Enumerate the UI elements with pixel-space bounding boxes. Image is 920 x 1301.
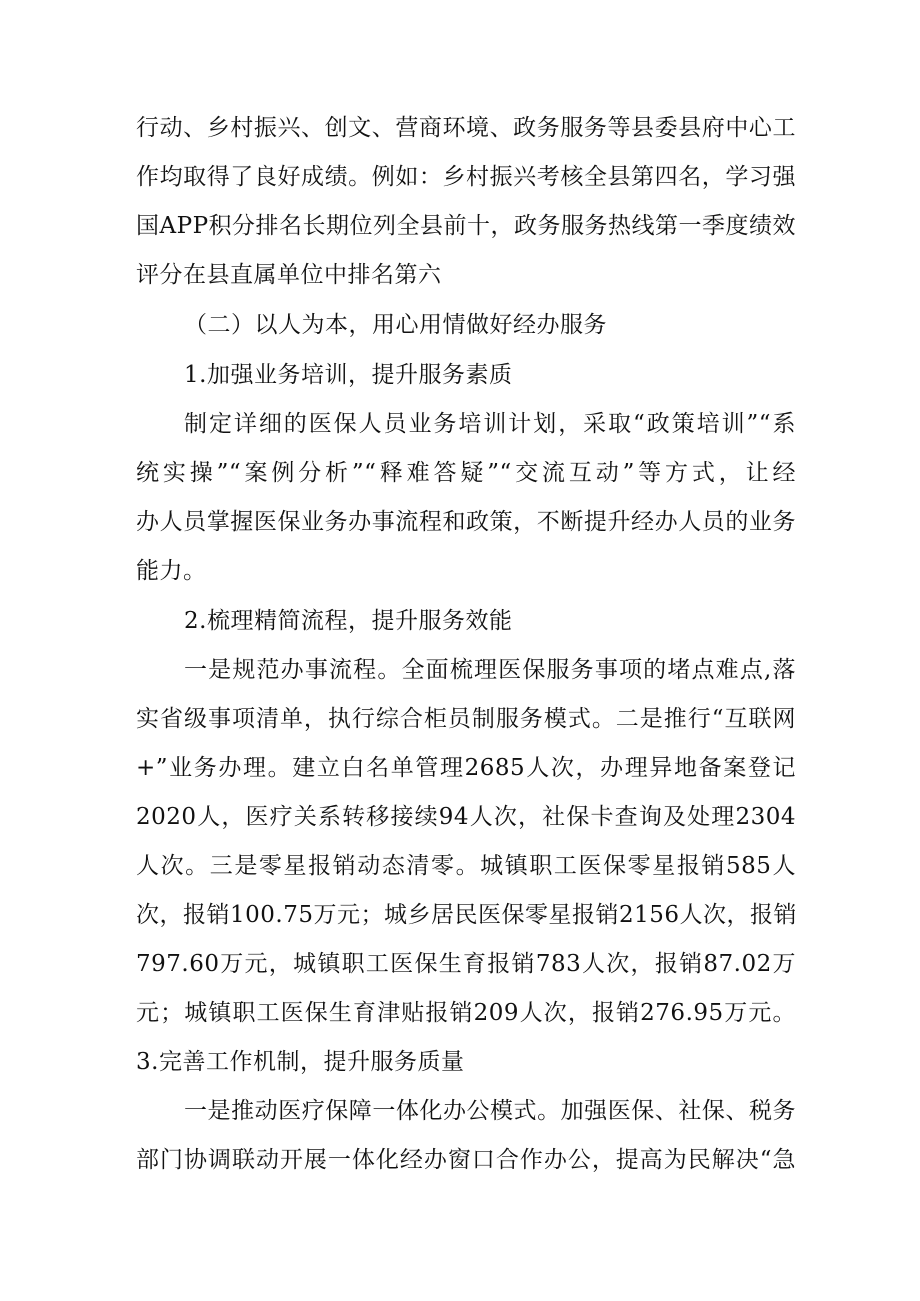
- paragraph-line-10: 实省级事项清单，执行综合柜员制服务模式。二是推行“互联网: [136, 706, 796, 732]
- paragraph-line-17: 一是推动医疗保障一体化办公模式。加强医保、社保、税务: [184, 1098, 796, 1124]
- paragraph-line-12: 2020人，医疗关系转移接续94人次，社保卡查询及处理2304: [136, 804, 796, 830]
- subheading-2: 2.梳理精简流程，提升服务效能: [184, 608, 513, 634]
- paragraph-line-3: 国APP积分排名长期位列全县前十，政务服务热线第一季度绩效: [136, 213, 797, 239]
- paragraph-line-5: 制定详细的医保人员业务培训计划，采取“政策培训”“系: [184, 411, 796, 437]
- paragraph-line-1: 行动、乡村振兴、创文、营商环境、政务服务等县委县府中心工: [136, 115, 796, 141]
- paragraph-line-16: 元；城镇职工医保生育津贴报销209人次，报销276.95万元。: [136, 1000, 796, 1026]
- paragraph-line-13: 人次。三是零星报销动态清零。城镇职工医保零星报销585人: [136, 853, 796, 879]
- paragraph-line-11: +”业务办理。建立白名单管理2685人次，办理异地备案登记: [136, 755, 796, 781]
- paragraph-line-15: 797.60万元，城镇职工医保生育报销783人次，报销87.02万: [136, 951, 796, 977]
- section-heading: （二）以人为本，用心用情做好经办服务: [184, 312, 607, 338]
- paragraph-line-18: 部门协调联动开展一体化经办窗口合作办公，提高为民解决“急: [136, 1147, 796, 1173]
- paragraph-line-14: 次，报销100.75万元；城乡居民医保零星报销2156人次，报销: [136, 902, 798, 928]
- paragraph-line-9: 一是规范办事流程。全面梳理医保服务事项的堵点难点,落: [184, 657, 796, 683]
- paragraph-line-6: 统实操”“案例分析”“释难答疑”“交流互动”等方式，让经: [136, 460, 796, 486]
- paragraph-line-2: 作均取得了良好成绩。例如：乡村振兴考核全县第四名，学习强: [136, 164, 796, 190]
- paragraph-line-8: 能力。: [136, 558, 207, 584]
- subheading-3: 3.完善工作机制，提升服务质量: [136, 1049, 465, 1075]
- subheading-1: 1.加强业务培训，提升服务素质: [184, 362, 513, 388]
- paragraph-line-4: 评分在县直属单位中排名第六: [136, 262, 442, 288]
- paragraph-line-7: 办人员掌握医保业务办事流程和政策，不断提升经办人员的业务: [136, 509, 796, 535]
